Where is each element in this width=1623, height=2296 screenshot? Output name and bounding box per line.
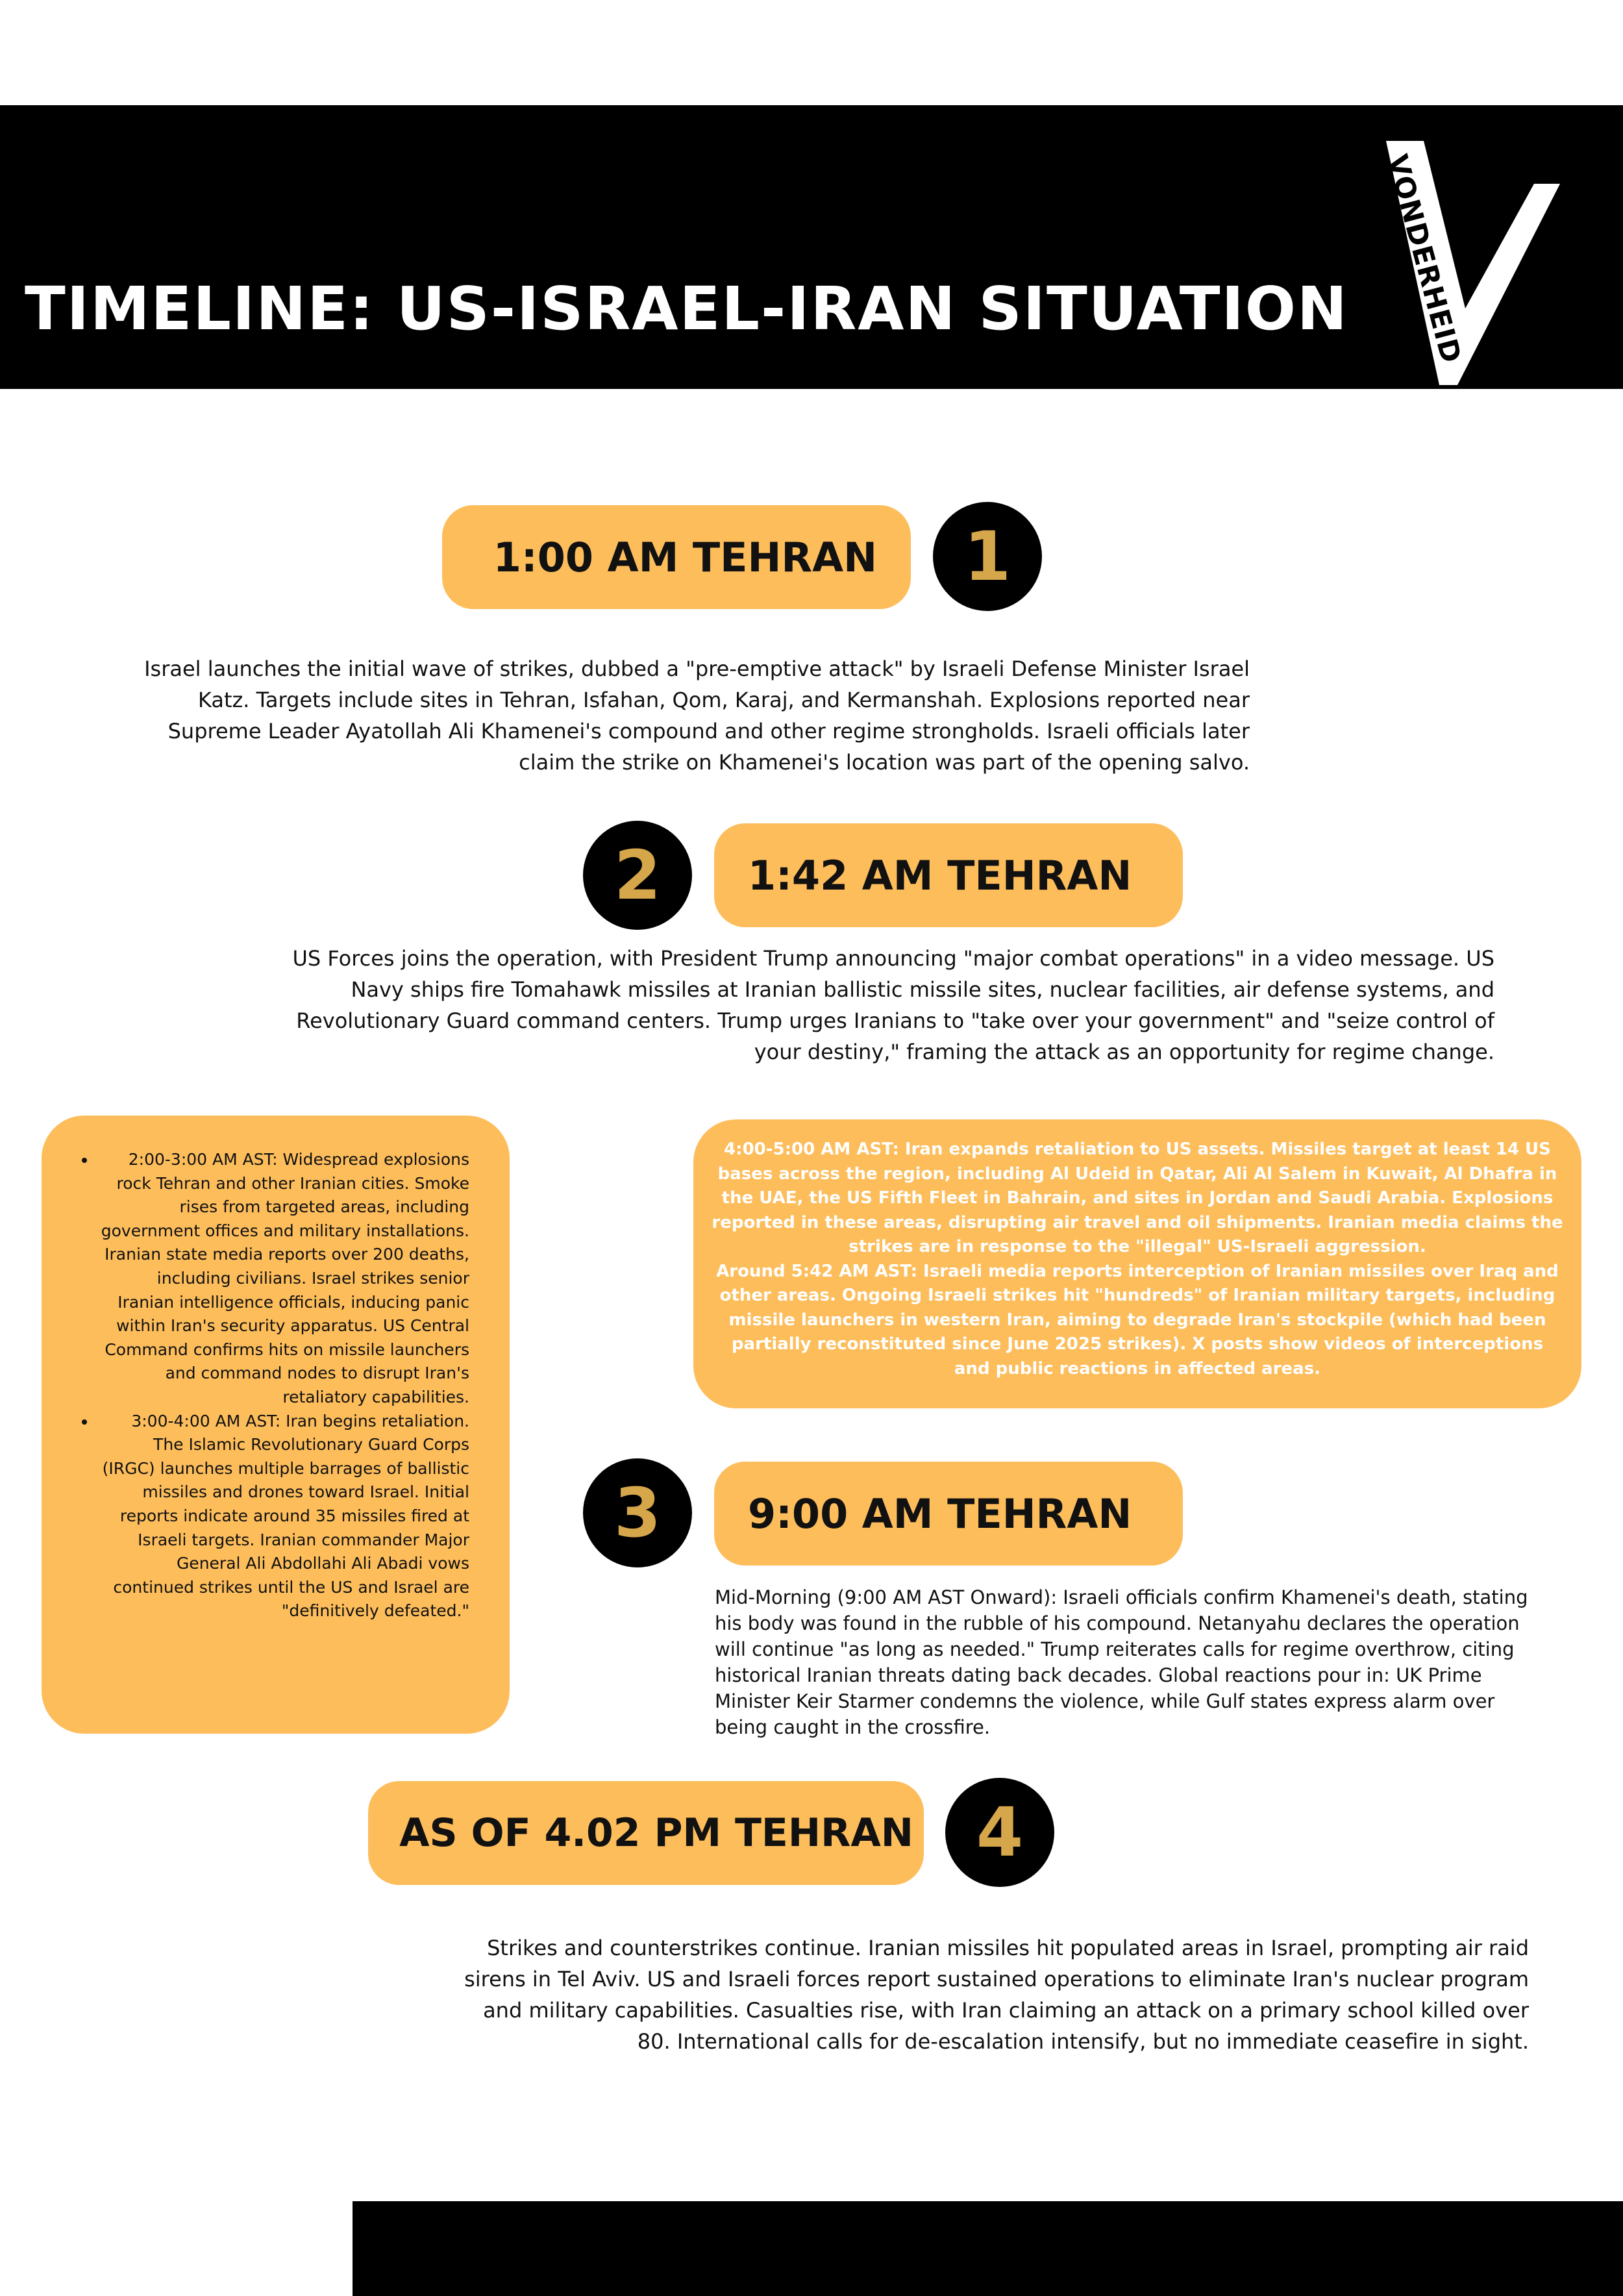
event-4-time: AS OF 4.02 PM TEHRAN — [399, 1810, 913, 1856]
event-2-number-badge — [583, 821, 692, 930]
vonderheid-logo — [1354, 133, 1568, 390]
event-4-number: 4 — [976, 1793, 1024, 1872]
event-3-time: 9:00 AM TEHRAN — [748, 1490, 1132, 1538]
logo-text: VONDERHEID — [1380, 151, 1468, 367]
event-2-time: 1:42 AM TEHRAN — [748, 851, 1132, 899]
event-4-number-badge — [945, 1778, 1054, 1887]
right-detail-card — [693, 1119, 1581, 1408]
event-3-number-badge — [583, 1458, 692, 1567]
event-1-number-badge — [933, 502, 1042, 611]
event-1-description: Israel launches the initial wave of strikes, dubbed a "pre-emptive attack" by Israeli Defense Minister Israel Katz. Targets include sites in Tehran, Isfahan, Qom, Karaj, and Kermanshah. Explosions reported near Supreme Leader Ayatollah Ali Khamenei's compound and other regime strongholds. Israeli officials later claim the strike on Khamenei's location was part of the opening salvo. — [144, 656, 1250, 775]
page-title: TIMELINE: US-ISRAEL-IRAN SITUATION — [25, 274, 1348, 343]
left-detail-list — [81, 1148, 469, 1623]
event-2-description: US Forces joins the operation, with President Trump announcing "major combat operations" in a video message. US Navy ships fire Tomahawk missiles at Iranian ballistic missile sites, nuclear facilities, air defense systems, and Revolutionary Guard command centers. Trump urges Iranians to "take over your government" and "seize control of your destiny," framing the attack as an opportunity for regime change. — [292, 946, 1494, 1064]
event-2-number: 2 — [613, 836, 662, 915]
left-detail-item: • 2:00-3:00 AM AST: Widespread explosions rock Tehran and other Iranian cities. Smoke rises from targeted areas, including government offices and military installations. Iranian state media reports over 200 deaths, including civilians. Israel strikes senior Iranian intelligence officials, inducing panic within Iran's security apparatus. US Central Command confirms hits on missile launchers and command nodes to disrupt Iran's retaliatory capabilities. — [96, 1148, 469, 1410]
event-4-description: Strikes and counterstrikes continue. Iranian missiles hit populated areas in Israel, prompting air raid sirens in Tel Aviv. US and Israeli forces report sustained operations to eliminate Iran's nuclear program and military capabilities. Casualties rise, with Iran claiming an attack on a primary school killed over 80. International calls for de-escalation intensify, but no immediate ceasefire in sight. — [464, 1936, 1529, 2054]
right-detail-paragraph: 4:00-5:00 AM AST: Iran expands retaliation to US assets. Missiles target at least 14 US bases across the region, including Al Udeid in Qatar, Ali Al Salem in Kuwait, Al Dhafra in the UAE, the US Fifth Fleet in Bahrain, and sites in Jordan and Saudi Arabia. Explosions reported in these areas, disrupting air travel and oil shipments. Iranian media claims the strikes are in response to the "illegal" US-Israeli aggression. — [712, 1140, 1563, 1256]
event-4-time-pill — [368, 1781, 924, 1885]
event-3-description: Mid-Morning (9:00 AM AST Onward): Israeli officials confirm Khamenei's death, stating his body was found in the rubble of his compound. Netanyahu declares the operation will continue "as long as needed." Trump reiterates calls for regime overthrow, citing historical Iranian threats dating back decades. Global reactions pour in: UK Prime Minister Keir Starmer condemns the violence, while Gulf states express alarm over being caught in the crossfire. — [715, 1586, 1528, 1738]
left-detail-card — [42, 1116, 510, 1734]
left-detail-item: • 3:00-4:00 AM AST: Iran begins retaliation. The Islamic Revolutionary Guard Corps (IRGC) launches multiple barrages of ballistic missiles and drones toward Israel. Initial reports indicate around 35 missiles fired at Israeli targets. Iranian commander Major General Ali Abdollahi Ali Abadi vows continued strikes until the US and Israel are "definitively defeated." — [96, 1410, 469, 1623]
event-2-time-pill — [714, 823, 1183, 927]
event-1-number: 1 — [963, 517, 1011, 596]
event-1-time: 1:00 AM TEHRAN — [493, 533, 877, 581]
footer-bar — [353, 2201, 1623, 2296]
event-1-time-pill — [442, 505, 911, 609]
event-3-number: 3 — [613, 1473, 662, 1553]
right-detail-paragraph: Around 5:42 AM AST: Israeli media reports interception of Iranian missiles over Iraq and other areas. Ongoing Israeli strikes hit "hundreds" of Iranian military targets, including missile launchers in western Iran, aiming to degrade Iran's stockpile (which had been partially reconstituted since June 2025 strikes). X posts show videos of interceptions and public reactions in affected areas. — [716, 1261, 1559, 1379]
event-3-time-pill — [714, 1462, 1183, 1566]
